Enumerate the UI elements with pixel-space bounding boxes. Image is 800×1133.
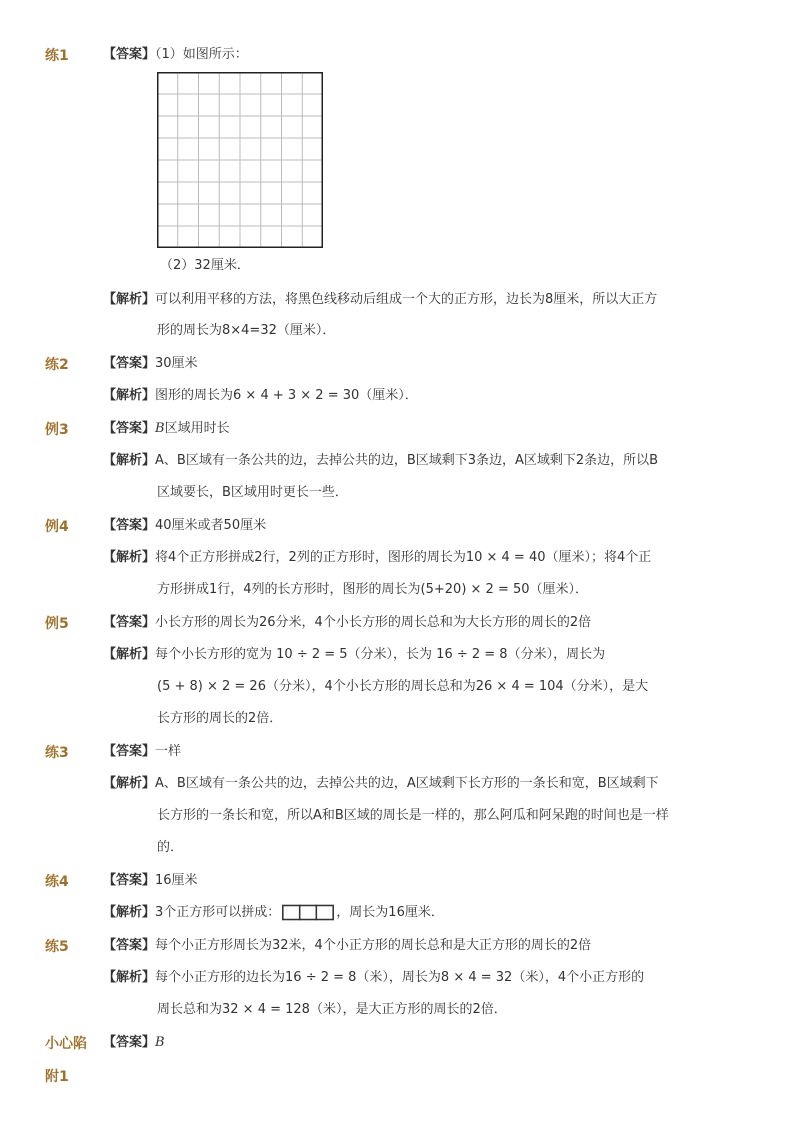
answer-line bbox=[103, 354, 198, 374]
answer-label: 【答案】 bbox=[103, 356, 156, 371]
analysis-text: 区域要长，B区域用时更长一些． bbox=[157, 485, 348, 500]
grid-figure bbox=[157, 72, 323, 248]
analysis-text: 方形拼成1行，4列的长方形时，图形的周长为(5+20) × 2 = 50（厘米）． bbox=[157, 582, 589, 597]
analysis-label: 【解析】 bbox=[103, 905, 156, 920]
analysis-line bbox=[103, 548, 651, 568]
answer-text: 一样 bbox=[155, 744, 182, 759]
analysis-text: 形的周长为8×4=32（厘米）． bbox=[157, 323, 336, 338]
answer-label: 【答案】 bbox=[103, 518, 156, 533]
analysis-line bbox=[103, 645, 605, 665]
three-squares-figure bbox=[282, 904, 334, 921]
answer-text: 每个小正方形周长为32米，4个小正方形的周长总和是大正方形的周长的2倍 bbox=[155, 938, 592, 953]
answer-line bbox=[103, 1033, 165, 1053]
answer-text: 小长方形的周长为26分米，4个小长方形的周长总和为大长方形的周长的2倍 bbox=[155, 615, 592, 630]
item-tag-lian3: 练3 bbox=[45, 745, 69, 761]
answer-text: （1）如图所示： bbox=[155, 47, 248, 62]
answer-line bbox=[103, 871, 198, 891]
analysis-label: 【解析】 bbox=[103, 776, 156, 791]
answer-label: 【答案】 bbox=[103, 47, 156, 62]
answer-line bbox=[103, 516, 266, 536]
analysis-line bbox=[103, 903, 444, 923]
item-tag-trap: 小心陷 bbox=[45, 1036, 87, 1052]
answer-line bbox=[103, 45, 248, 65]
analysis-text: 周长总和为32 × 4 = 128（米），是大正方形的周长的2倍． bbox=[157, 1002, 507, 1017]
analysis-label: 【解析】 bbox=[103, 647, 156, 662]
answer-text: 16厘米 bbox=[155, 873, 198, 888]
analysis-text: 图形的周长为6 × 4 + 3 × 2 = 30（厘米）． bbox=[155, 388, 418, 403]
analysis-label: 【解析】 bbox=[103, 453, 156, 468]
answer-label: 【答案】 bbox=[103, 873, 156, 888]
answer-text: 40厘米或者50厘米 bbox=[155, 518, 267, 533]
answer-line bbox=[103, 613, 591, 633]
analysis-line bbox=[103, 968, 644, 988]
answer-text: 区域用时长 bbox=[164, 421, 230, 436]
item-tag-appendix1: 附1 bbox=[45, 1069, 69, 1085]
item-tag-lian5: 练5 bbox=[45, 939, 69, 955]
analysis-text: 3个正方形可以拼成： bbox=[155, 905, 281, 920]
analysis-text: 长方形的周长的2倍． bbox=[157, 711, 283, 726]
analysis-label: 【解析】 bbox=[103, 970, 156, 985]
analysis-label: 【解析】 bbox=[103, 388, 156, 403]
analysis-text: (5 + 8) × 2 = 26（分米），4个小长方形的周长总和为26 × 4 = 104（分米），是大 bbox=[157, 679, 649, 694]
analysis-line bbox=[103, 386, 418, 406]
analysis-line bbox=[103, 774, 659, 794]
answer-text: B bbox=[155, 1035, 165, 1050]
answer-part2: （2）32厘米． bbox=[160, 258, 250, 273]
item-tag-lian4: 练4 bbox=[45, 874, 69, 890]
item-tag-lian1: 练1 bbox=[45, 48, 69, 64]
answer-label: 【答案】 bbox=[103, 1035, 156, 1050]
analysis-text: A、B区域有一条公共的边，去掉公共的边，A区域剩下长方形的一条长和宽，B区域剩下 bbox=[155, 776, 659, 791]
answer-text: 30厘米 bbox=[155, 356, 198, 371]
analysis-text: 每个小正方形的边长为16 ÷ 2 = 8（米），周长为8 × 4 = 32（米），4个小正方形的 bbox=[155, 970, 645, 985]
item-tag-lian2: 练2 bbox=[45, 357, 69, 373]
analysis-text: 长方形的一条长和宽，所以A和B区域的周长是一样的，那么阿瓜和阿呆跑的时间也是一样 bbox=[157, 808, 669, 823]
analysis-text: A、B区域有一条公共的边，去掉公共的边，B区域剩下3条边，A区域剩下2条边，所以B bbox=[155, 453, 659, 468]
answer-variable: B bbox=[155, 421, 165, 436]
analysis-text: 将4个正方形拼成2行，2列的正方形时，图形的周长为10 × 4 = 40（厘米）；将4个正 bbox=[155, 550, 652, 565]
item-tag-li5: 例5 bbox=[45, 616, 69, 632]
item-tag-li4: 例4 bbox=[45, 519, 69, 535]
analysis-text: 每个小长方形的宽为 10 ÷ 2 = 5（分米），长为 16 ÷ 2 = 8（分米），周长为 bbox=[155, 647, 606, 662]
analysis-line bbox=[103, 290, 657, 310]
answer-label: 【答案】 bbox=[103, 421, 156, 436]
analysis-text: 可以利用平移的方法，将黑色线移动后组成一个大的正方形，边长为8厘米，所以大正方 bbox=[155, 292, 658, 307]
answer-label: 【答案】 bbox=[103, 615, 156, 630]
item-tag-li3: 例3 bbox=[45, 422, 69, 438]
analysis-text: ，周长为16厘米． bbox=[336, 905, 444, 920]
analysis-label: 【解析】 bbox=[103, 550, 156, 565]
analysis-text: 的． bbox=[157, 840, 184, 855]
answer-label: 【答案】 bbox=[103, 744, 156, 759]
answer-line bbox=[103, 742, 181, 762]
analysis-label: 【解析】 bbox=[103, 292, 156, 307]
answer-line bbox=[103, 936, 591, 956]
answer-label: 【答案】 bbox=[103, 938, 156, 953]
analysis-line bbox=[103, 451, 658, 471]
answer-line bbox=[103, 419, 230, 439]
